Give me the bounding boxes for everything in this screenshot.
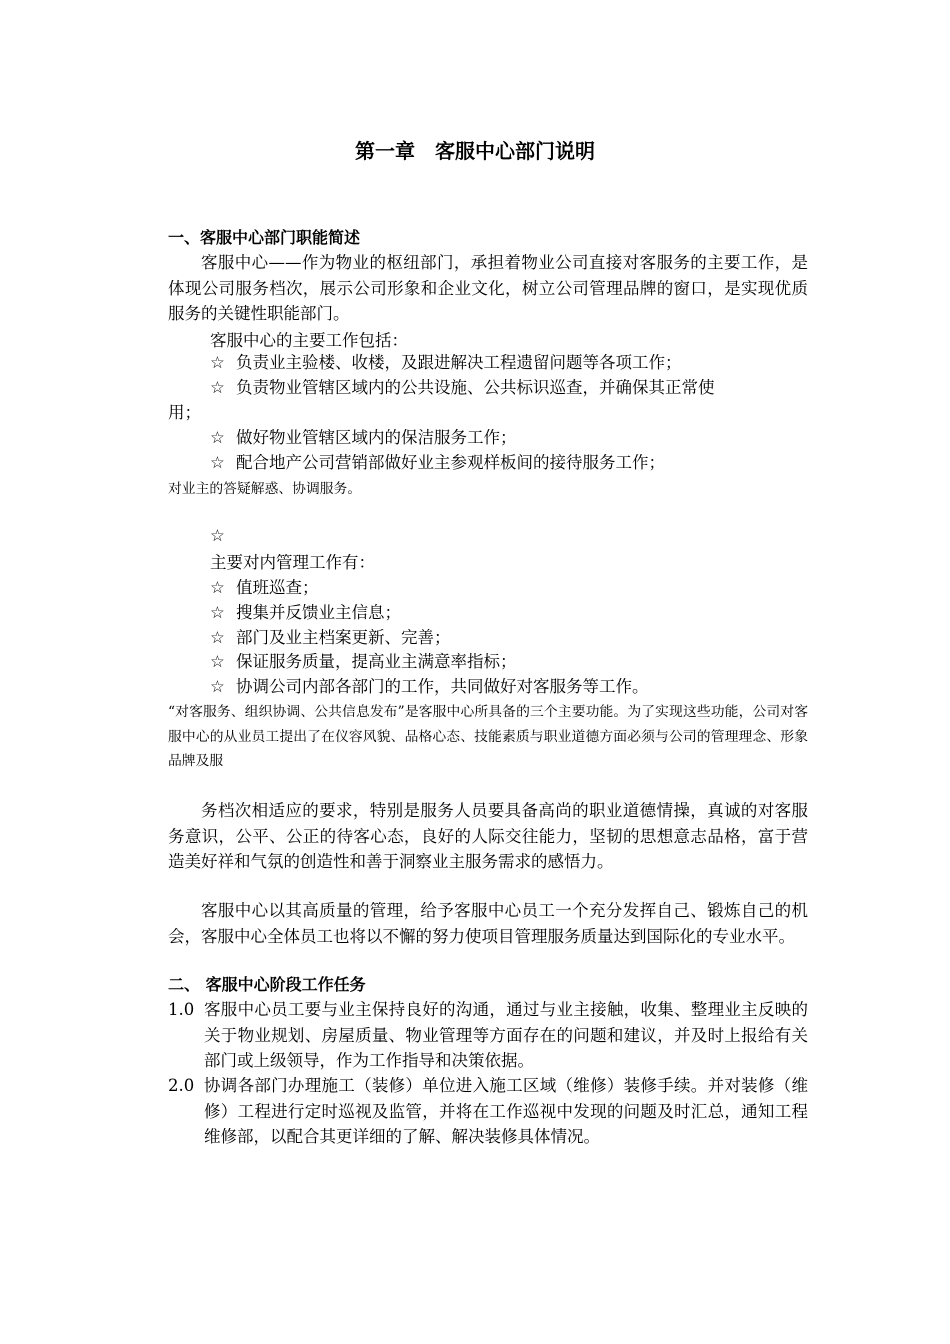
star-icon: ☆ (210, 603, 225, 622)
task-item (168, 997, 808, 1074)
section1-heading: 一、客服中心部门职能简述 (168, 228, 361, 247)
internal-work-item: ☆ 保证服务质量，提高业主满意率指标； (210, 652, 517, 671)
star-icon: ☆ (210, 353, 225, 372)
star-icon: ☆ (210, 677, 225, 696)
task-text: 协调各部门办理施工（装修）单位进入施工区域（维修）装修手续。并对装修（维修）工程进行定时巡视及监管，并将在工作巡视中发现的问题及时汇总，通知工程维修部，以配合其更详细的了解、解决装修具体情况。 (204, 1076, 808, 1146)
main-work-label: 客服中心的主要工作包括： (210, 331, 408, 350)
internal-work-label: 主要对内管理工作有： (210, 553, 375, 572)
internal-work-item: ☆ 搜集并反馈业主信息； (210, 603, 401, 622)
main-work-item-continuation: 用； (168, 403, 201, 422)
main-work-item: ☆ 负责业主验楼、收楼，及跟进解决工程遗留问题等各项工作； (210, 353, 682, 372)
main-work-item: ☆ 做好物业管辖区域内的保洁服务工作； (210, 428, 517, 447)
star-icon: ☆ (210, 578, 225, 597)
main-work-item: ☆ 配合地产公司营销部做好业主参观样板间的接待服务工作； (210, 453, 665, 472)
section2-heading: 二、 客服中心阶段工作任务 (168, 975, 366, 994)
star-icon: ☆ (210, 428, 225, 447)
star-icon: ☆ (210, 652, 225, 671)
main-work-item: ☆ 负责物业管辖区域内的公共设施、公共标识巡查，并确保其正常使 (210, 378, 715, 397)
section1-intro: 客服中心——作为物业的枢纽部门，承担着物业公司直接对客服务的主要工作，是体现公司服务档次，展示公司形象和企业文化，树立公司管理品牌的窗口，是实现优质服务的关键性职能部门。 (168, 253, 808, 323)
functions-note: “对客服务、组织协调、公共信息发布”是客服中心所具备的三个主要功能。为了实现这些功能，公司对客服中心的从业员工提出了在仪容风貌、品格心态、技能素质与职业道德方面必须与公司的管理理念、形象品牌及服 (168, 704, 808, 769)
internal-work-item: ☆ 协调公司内部各部门的工作，共同做好对客服务等工作。 (210, 677, 649, 696)
chapter-title: 第一章 客服中心部门说明 (355, 139, 595, 163)
task-text: 客服中心员工要与业主保持良好的沟通，通过与业主接触，收集、整理业主反映的关于物业规划、房屋质量、物业管理等方面存在的问题和建议，并及时上报给有关部门或上级领导，作为工作指导和决策依据。 (204, 1000, 808, 1070)
section1-paragraph: 务档次相适应的要求，特别是服务人员要具备高尚的职业道德情操，真诚的对客服务意识，公平、公正的待客心态，良好的人际交往能力，坚韧的思想意志品格，富于营造美好祥和气氛的创造性和善于洞察业主服务需求的感悟力。 (168, 801, 808, 871)
task-item (168, 1073, 808, 1150)
star-icon: ☆ (210, 628, 225, 647)
star-icon: ☆ (210, 453, 225, 472)
task-number: 1.0 (168, 1000, 195, 1019)
section1-paragraph-last: 客服中心以其高质量的管理，给予客服中心员工一个充分发挥自己、锻炼自己的机会，客服中心全体员工也将以不懈的努力使项目管理服务质量达到国际化的专业水平。 (168, 901, 808, 946)
star-icon: ☆ (210, 378, 225, 397)
task-number: 2.0 (168, 1076, 195, 1095)
internal-work-item: ☆ 值班巡查； (210, 578, 319, 597)
star-icon: ☆ (210, 526, 225, 545)
qa-note: 对业主的答疑解惑、协调服务。 (168, 481, 362, 497)
internal-work-item: ☆ 部门及业主档案更新、完善； (210, 628, 451, 647)
